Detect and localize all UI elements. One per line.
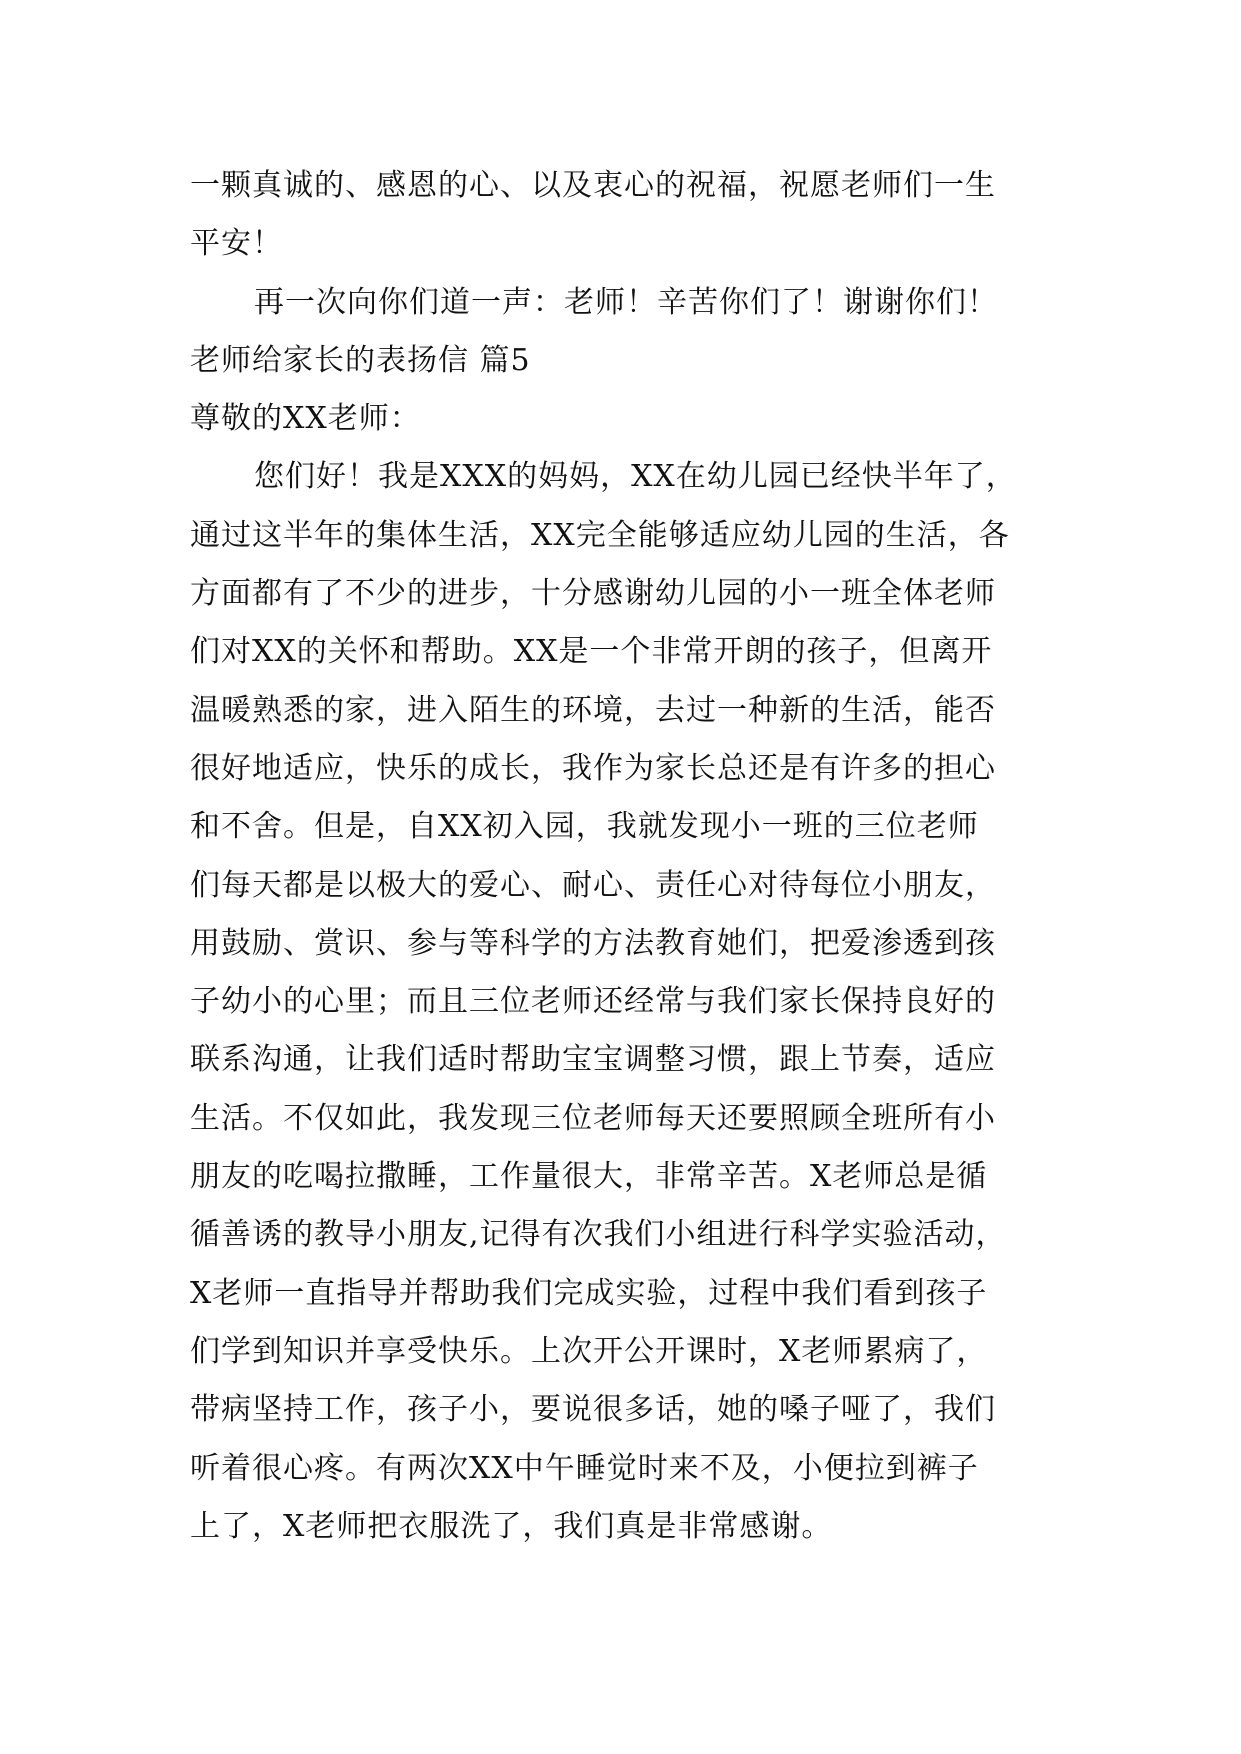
body-line: 带病坚持工作，孩子小，要说很多话，她的嗓子哑了，我们 bbox=[190, 1392, 996, 1428]
body-line: X老师一直指导并帮助我们完成实验，过程中我们看到孩子 bbox=[190, 1275, 988, 1311]
body-line: 一颗真诚的、感恩的心、以及衷心的祝福，祝愿老师们一生 bbox=[190, 168, 996, 203]
body-line: 循善诱的教导小朋友,记得有次我们小组进行科学实验活动， bbox=[190, 1217, 1007, 1253]
body-line: 您们好！我是XXX的妈妈，XX在幼儿园已经快半年了， bbox=[254, 459, 1017, 495]
body-line: 上了，X老师把衣服洗了，我们真是非常感谢。 bbox=[190, 1508, 833, 1544]
body-line: 生活。不仅如此，我发现三位老师每天还要照顾全班所有小 bbox=[190, 1100, 996, 1136]
body-line: 们每天都是以极大的爱心、耐心、责任心对待每位小朋友， bbox=[190, 867, 996, 903]
body-line: 很好地适应，快乐的成长，我作为家长总还是有许多的担心 bbox=[190, 750, 996, 786]
body-line: 听着很心疼。有两次XX中午睡觉时来不及，小便拉到裤子 bbox=[190, 1450, 979, 1486]
closing-line: 再一次向你们道一声：老师！辛苦你们了！谢谢你们！ bbox=[254, 284, 998, 320]
body-line: 温暖熟悉的家，进入陌生的环境，去过一种新的生活，能否 bbox=[190, 692, 996, 728]
body-line: 子幼小的心里；而且三位老师还经常与我们家长保持良好的 bbox=[190, 984, 996, 1020]
body-line: 和不舍。但是，自XX初入园，我就发现小一班的三位老师 bbox=[190, 809, 979, 845]
body-line: 们对XX的关怀和帮助。XX是一个非常开朗的孩子，但离开 bbox=[190, 634, 993, 670]
body-line: 用鼓励、赏识、参与等科学的方法教育她们，把爱渗透到孩 bbox=[190, 925, 996, 961]
body-line: 通过这半年的集体生活，XX完全能够适应幼儿园的生活，各 bbox=[190, 517, 1010, 553]
body-line: 方面都有了不少的进步，十分感谢幼儿园的小一班全体老师 bbox=[190, 576, 996, 612]
body-line: 联系沟通，让我们适时帮助宝宝调整习惯，跟上节奏，适应 bbox=[190, 1042, 996, 1078]
section-heading: 老师给家长的表扬信 篇5 bbox=[190, 342, 531, 378]
document-body bbox=[190, 157, 1070, 1556]
body-line: 平安！ bbox=[190, 226, 283, 262]
body-line: 们学到知识并享受快乐。上次开公开课时，X老师累病了， bbox=[190, 1333, 988, 1369]
salutation: 尊敬的XX老师： bbox=[190, 401, 421, 437]
body-line: 朋友的吃喝拉撒睡，工作量很大，非常辛苦。X老师总是循 bbox=[190, 1159, 988, 1195]
